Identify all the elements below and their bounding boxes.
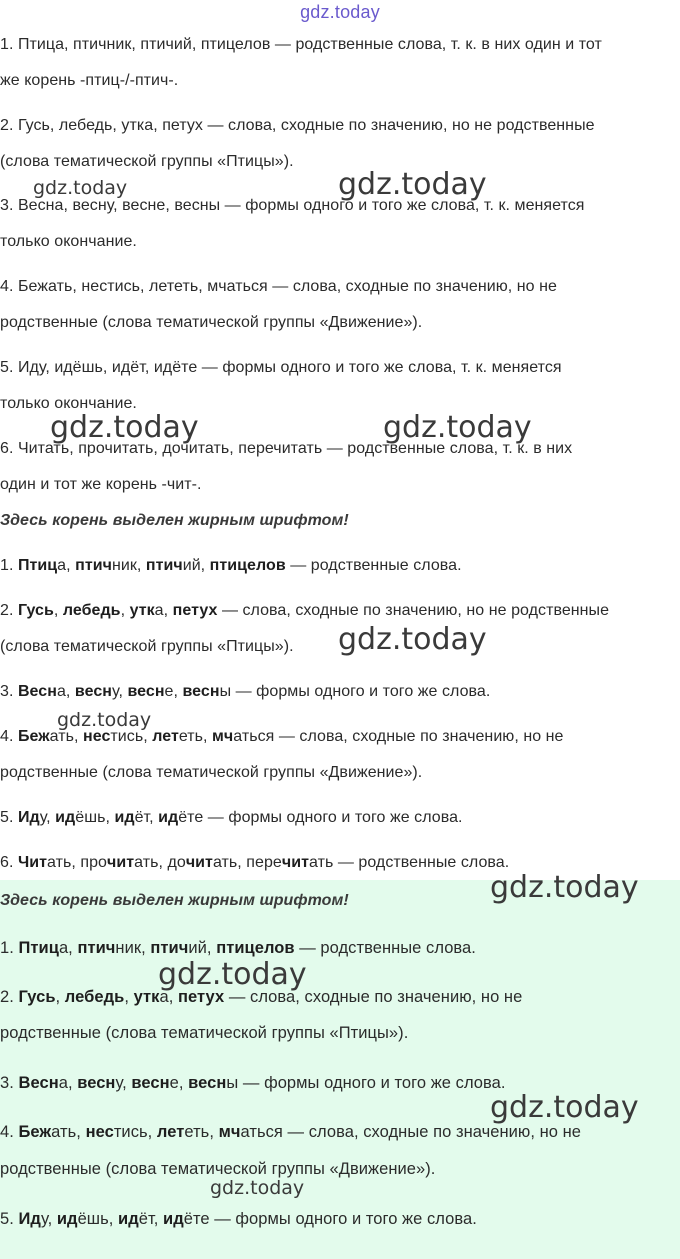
bold-root-line	[0, 1065, 675, 1101]
word-root: Чит	[17, 854, 48, 871]
gdz-watermark: gdz.today	[338, 167, 487, 202]
word-part: ы — формы одного и того же слова.	[226, 1074, 506, 1092]
word-part: ёте — формы одного и того же слова.	[183, 1210, 477, 1228]
plain-answer-line: 6. Читать, прочитать, дочитать, перечитать — родственные слова, т. к. в них	[0, 440, 573, 457]
word-part: ать, пере	[212, 854, 282, 871]
root-note: Здесь корень выделен жирным шрифтом!	[0, 512, 349, 529]
word-part: а,	[58, 939, 78, 957]
bold-root-line	[0, 979, 675, 1015]
gdz-watermark: gdz.today	[50, 410, 199, 445]
gdz-watermark: gdz.today	[158, 957, 307, 992]
word-root: чит	[281, 854, 309, 871]
bold-root-line	[0, 674, 675, 710]
word-root: весн	[74, 683, 112, 700]
word-root: птич	[150, 939, 189, 957]
plain-answer-line: 3. Весна, весну, весне, весны — формы одного и того же слова, т. к. меняется	[0, 197, 585, 214]
word-root: Ид	[18, 1210, 41, 1228]
word-root: Ид	[17, 809, 40, 826]
word-root: чит	[185, 854, 213, 871]
word-part: ёшь,	[77, 1210, 119, 1228]
word-part: 3.	[0, 1074, 19, 1092]
word-root: лет	[156, 1123, 185, 1141]
word-part: ёте — формы одного и того же слова.	[178, 809, 463, 826]
bold-root-line	[0, 930, 675, 966]
word-root: лет	[152, 728, 179, 745]
word-part: 2.	[0, 988, 19, 1006]
gdz-watermark: gdz.today	[338, 622, 487, 657]
bold-root-line	[0, 548, 675, 584]
word-part: е,	[169, 1074, 189, 1092]
word-part: 1.	[0, 939, 19, 957]
word-part: еть,	[178, 728, 213, 745]
word-part: 6.	[0, 854, 18, 871]
plain-answer-line: один и тот же корень -чит-.	[0, 476, 202, 493]
word-part: родственные (слова тематической группы «Птицы»).	[0, 1024, 409, 1042]
word-part: е,	[164, 683, 183, 700]
word-part: ать,	[49, 728, 83, 745]
word-root: нес	[85, 1123, 114, 1141]
gdz-watermark: gdz.today	[490, 1090, 639, 1125]
word-root: Птиц	[18, 939, 59, 957]
word-root: птич	[145, 557, 183, 574]
word-part: — родственные слова.	[285, 557, 462, 574]
word-root: лебедь	[64, 988, 125, 1006]
word-root: Птиц	[17, 557, 58, 574]
plain-answer-line: (слова тематической группы «Птицы»).	[0, 153, 294, 170]
gdz-watermark: gdz.today	[383, 410, 532, 445]
word-root: чит	[107, 854, 135, 871]
word-part: у,	[112, 683, 128, 700]
word-part: ать, до	[134, 854, 186, 871]
word-part: 2.	[0, 602, 18, 619]
word-part: — родственные слова.	[294, 939, 476, 957]
bold-root-line	[0, 1151, 675, 1187]
word-root: лебедь	[62, 602, 121, 619]
word-root: ид	[55, 809, 76, 826]
word-part: ий,	[188, 939, 217, 957]
word-part: (слова тематической группы «Птицы»).	[0, 638, 294, 655]
word-part: родственные (слова тематической группы «Движение»).	[0, 764, 423, 781]
word-part: тись,	[110, 728, 153, 745]
word-part: 3.	[0, 683, 18, 700]
word-part: а,	[154, 602, 173, 619]
word-root: птицелов	[209, 557, 286, 574]
word-root: ид	[114, 809, 135, 826]
word-part: тись,	[113, 1123, 157, 1141]
plain-answer-line: 1. Птица, птичник, птичий, птицелов — родственные слова, т. к. в них один и тот	[0, 36, 602, 53]
gdz-watermark: gdz.today	[57, 709, 152, 731]
word-part: а,	[58, 1074, 78, 1092]
word-part: ёт,	[134, 809, 159, 826]
word-root: весн	[182, 683, 220, 700]
word-part: ать,	[51, 1123, 86, 1141]
bold-root-line	[0, 719, 675, 755]
word-root: мч	[218, 1123, 241, 1141]
header-watermark: gdz.today	[300, 2, 380, 22]
word-part: 5.	[0, 1210, 19, 1228]
word-part: 1.	[0, 557, 18, 574]
plain-answer-line: только окончание.	[0, 395, 137, 412]
plain-answer-line: только окончание.	[0, 233, 137, 250]
word-part: у,	[39, 809, 56, 826]
word-root: утк	[133, 988, 160, 1006]
word-root: Гусь	[17, 602, 54, 619]
word-part: еть,	[184, 1123, 219, 1141]
word-root: нес	[83, 728, 111, 745]
word-part: аться — слова, сходные по значению, но не	[233, 728, 564, 745]
word-part: 5.	[0, 809, 18, 826]
word-part: ёшь,	[75, 809, 115, 826]
bold-root-line	[0, 755, 675, 791]
word-root: весн	[131, 1074, 170, 1092]
bold-root-line	[0, 593, 675, 629]
word-part: у,	[40, 1210, 57, 1228]
bold-root-line	[0, 1015, 675, 1051]
word-root: мч	[212, 728, 234, 745]
gdz-watermark: gdz.today	[33, 177, 128, 199]
word-part: а,	[56, 683, 75, 700]
plain-answer-line: родственные (слова тематической группы «Движение»).	[0, 314, 423, 331]
word-part: ий,	[182, 557, 210, 574]
gdz-watermark: gdz.today	[210, 1177, 305, 1199]
bold-root-line	[0, 1201, 675, 1237]
word-part: ,	[120, 602, 130, 619]
word-root: птич	[75, 557, 112, 574]
word-part: 4.	[0, 1123, 19, 1141]
word-root: ид	[163, 1210, 184, 1228]
word-root: весн	[127, 683, 165, 700]
word-root: утк	[129, 602, 155, 619]
word-root: весн	[188, 1074, 227, 1092]
word-part: ,	[53, 602, 63, 619]
plain-answer-line: 5. Иду, идёшь, идёт, идёте — формы одного и того же слова, т. к. меняется	[0, 359, 562, 376]
plain-answer-line: же корень -птиц-/-птич-.	[0, 72, 179, 89]
word-part: а,	[57, 557, 76, 574]
word-root: петух	[172, 602, 218, 619]
word-root: Гусь	[18, 988, 56, 1006]
word-part: а,	[159, 988, 178, 1006]
word-part: ,	[55, 988, 65, 1006]
bold-root-line	[0, 1114, 675, 1150]
word-root: Весн	[17, 683, 57, 700]
word-root: Беж	[18, 1123, 52, 1141]
word-part: ник,	[115, 939, 151, 957]
word-root: ид	[56, 1210, 78, 1228]
word-part: ать, про	[47, 854, 107, 871]
word-root: Весн	[18, 1074, 59, 1092]
word-part: ать — родственные слова.	[308, 854, 510, 871]
word-root: весн	[77, 1074, 116, 1092]
word-root: Беж	[17, 728, 50, 745]
word-part: 4.	[0, 728, 18, 745]
word-root: птицелов	[216, 939, 295, 957]
word-part: — слова, сходные по значению, но не родственные	[217, 602, 610, 619]
gdz-watermark: gdz.today	[490, 870, 639, 905]
plain-answer-line: 4. Бежать, нестись, лететь, мчаться — слова, сходные по значению, но не	[0, 278, 557, 295]
word-root: ид	[158, 809, 179, 826]
word-root: птич	[77, 939, 116, 957]
word-root: ид	[118, 1210, 139, 1228]
word-part: — слова, сходные по значению, но не	[224, 988, 523, 1006]
bold-root-line	[0, 800, 675, 836]
word-part: ,	[124, 988, 134, 1006]
word-part: у,	[115, 1074, 132, 1092]
word-part: ы — формы одного и того же слова.	[219, 683, 491, 700]
root-note: Здесь корень выделен жирным шрифтом!	[0, 892, 349, 909]
word-part: аться — слова, сходные по значению, но не	[240, 1123, 582, 1141]
plain-answer-line: 2. Гусь, лебедь, утка, петух — слова, сходные по значению, но не родственные	[0, 117, 595, 134]
word-root: петух	[177, 988, 225, 1006]
word-part: ник,	[111, 557, 146, 574]
word-part: родственные (слова тематической группы «Движение»).	[0, 1160, 436, 1178]
bold-root-line	[0, 845, 675, 881]
word-part: ёт,	[138, 1210, 164, 1228]
bold-root-line	[0, 629, 675, 665]
